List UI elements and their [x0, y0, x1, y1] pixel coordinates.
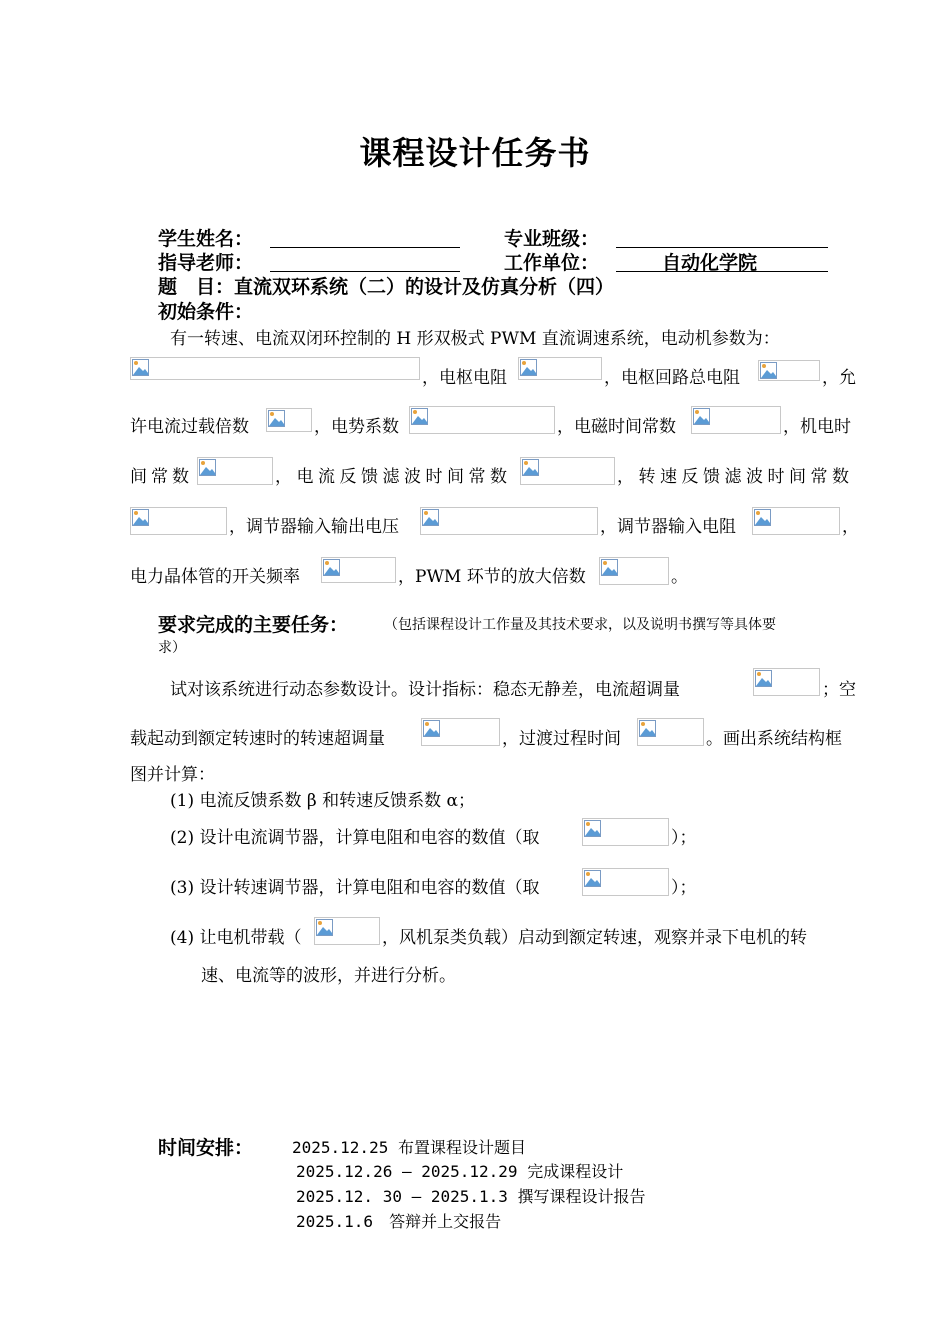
broken-image-icon — [316, 919, 333, 936]
text-io-voltage: ，调节器输入输出电压 — [229, 517, 399, 537]
task-text-2b: ，过渡过程时间 — [502, 729, 621, 749]
broken-image-icon — [584, 870, 601, 887]
student-name-field[interactable] — [270, 224, 460, 248]
broken-image-icon — [760, 362, 777, 379]
text-armature-resistance: ，电枢电阻 — [422, 368, 507, 388]
formula-placeholder — [321, 557, 396, 583]
task-text-1b: ；空 — [822, 680, 856, 700]
task-item-4a: (4) 让电机带载（ — [170, 928, 302, 948]
text-emf: ，电势系数 — [314, 417, 399, 437]
text-allow: ，允 — [822, 368, 856, 388]
tasks-heading-note: （包括课程设计工作量及其技术要求，以及说明书撰写等具体要 — [384, 617, 776, 633]
schedule-item: 2025.12.25 布置课程设计题目 — [292, 1138, 526, 1157]
schedule-label: 时间安排： — [158, 1137, 254, 1159]
task-text-1a: 试对该系统进行动态参数设计。设计指标：稳态无静差，电流超调量 — [170, 680, 680, 700]
task-item-3b: ）； — [671, 878, 697, 898]
text-total-resistance: ，电枢回路总电阻 — [604, 368, 740, 388]
formula-placeholder — [637, 718, 704, 746]
formula-placeholder — [130, 357, 420, 380]
work-unit-field[interactable] — [616, 248, 828, 272]
broken-image-icon — [411, 408, 428, 425]
formula-placeholder — [409, 406, 555, 434]
text-em-time: ，电磁时间常数 — [557, 417, 676, 437]
initial-conditions-label: 初始条件： — [158, 301, 254, 323]
broken-image-icon — [520, 359, 537, 376]
tasks-heading: 要求完成的主要任务： — [158, 614, 349, 636]
task-text-3: 图并计算： — [130, 765, 215, 785]
advisor-field[interactable] — [270, 248, 460, 272]
broken-image-icon — [132, 509, 149, 526]
text-in-resistance: ，调节器输入电阻 — [600, 517, 736, 537]
formula-placeholder — [752, 507, 840, 535]
topic: 题 目：直流双环系统（二）的设计及仿真分析（四） — [158, 276, 615, 298]
formula-placeholder — [582, 868, 669, 896]
schedule-item: 2025.1.6 答辩并上交报告 — [296, 1212, 502, 1231]
major-class-label: 专业班级： — [504, 228, 600, 250]
conditions-intro: 有一转速、电流双闭环控制的 H 形双极式 PWM 直流调速系统，电动机参数为： — [170, 329, 780, 349]
task-item-1: (1) 电流反馈系数 β 和转速反馈系数 α； — [170, 791, 476, 811]
text-cur-filter: ，电流反馈滤波时间常数 — [275, 467, 512, 487]
major-class-field[interactable] — [616, 224, 828, 248]
text-overload: 许电流过载倍数 — [130, 417, 249, 437]
text-switch-freq: 电力晶体管的开关频率 — [130, 567, 300, 587]
broken-image-icon — [754, 509, 771, 526]
task-text-2a: 载起动到额定转速时的转速超调量 — [130, 729, 385, 749]
text-mech: ，机电时 — [783, 417, 851, 437]
schedule-item: 2025.12. 30 – 2025.1.3 撰写课程设计报告 — [296, 1187, 646, 1206]
work-unit-label: 工作单位： — [504, 252, 600, 274]
broken-image-icon — [132, 359, 149, 376]
broken-image-icon — [584, 820, 601, 837]
formula-placeholder — [518, 357, 602, 380]
text-pwm-gain: ，PWM 环节的放大倍数 — [398, 567, 586, 587]
text-period: 。 — [671, 567, 688, 587]
formula-placeholder — [266, 408, 312, 432]
formula-placeholder — [130, 507, 227, 535]
broken-image-icon — [422, 509, 439, 526]
text-comma: ， — [842, 517, 859, 537]
text-spd-filter: ，转速反馈滤波时间常数 — [617, 467, 854, 487]
task-item-3a: (3) 设计转速调节器，计算电阻和电容的数值（取 — [170, 878, 540, 898]
work-unit-value: 自动化学院 — [662, 252, 758, 274]
schedule-item: 2025.12.26 – 2025.12.29 完成课程设计 — [296, 1162, 624, 1181]
broken-image-icon — [601, 559, 618, 576]
broken-image-icon — [323, 559, 340, 576]
formula-placeholder — [582, 818, 669, 846]
broken-image-icon — [693, 408, 710, 425]
document-title: 课程设计任务书 — [359, 134, 591, 172]
broken-image-icon — [522, 459, 539, 476]
advisor-label: 指导老师： — [158, 252, 254, 274]
student-name-label: 学生姓名： — [158, 228, 254, 250]
text-mech2: 间常数 — [130, 467, 193, 487]
task-item-4c: 速、电流等的波形，并进行分析。 — [201, 966, 456, 986]
task-item-2a: (2) 设计电流调节器，计算电阻和电容的数值（取 — [170, 828, 540, 848]
formula-placeholder — [758, 360, 820, 381]
task-text-2c: 。画出系统结构框 — [706, 729, 842, 749]
formula-placeholder — [520, 457, 615, 485]
formula-placeholder — [421, 718, 500, 746]
formula-placeholder — [691, 406, 781, 434]
tasks-heading-note-cont: 求） — [158, 640, 186, 656]
broken-image-icon — [199, 459, 216, 476]
formula-placeholder — [753, 668, 820, 696]
broken-image-icon — [423, 720, 440, 737]
broken-image-icon — [268, 410, 285, 427]
task-item-2b: ）； — [671, 828, 697, 848]
formula-placeholder — [599, 557, 669, 585]
broken-image-icon — [755, 670, 772, 687]
formula-placeholder — [197, 457, 273, 485]
formula-placeholder — [314, 917, 380, 945]
task-item-4b: ，风机泵类负载）启动到额定转速，观察并录下电机的转 — [382, 928, 807, 948]
formula-placeholder — [420, 507, 598, 535]
broken-image-icon — [639, 720, 656, 737]
